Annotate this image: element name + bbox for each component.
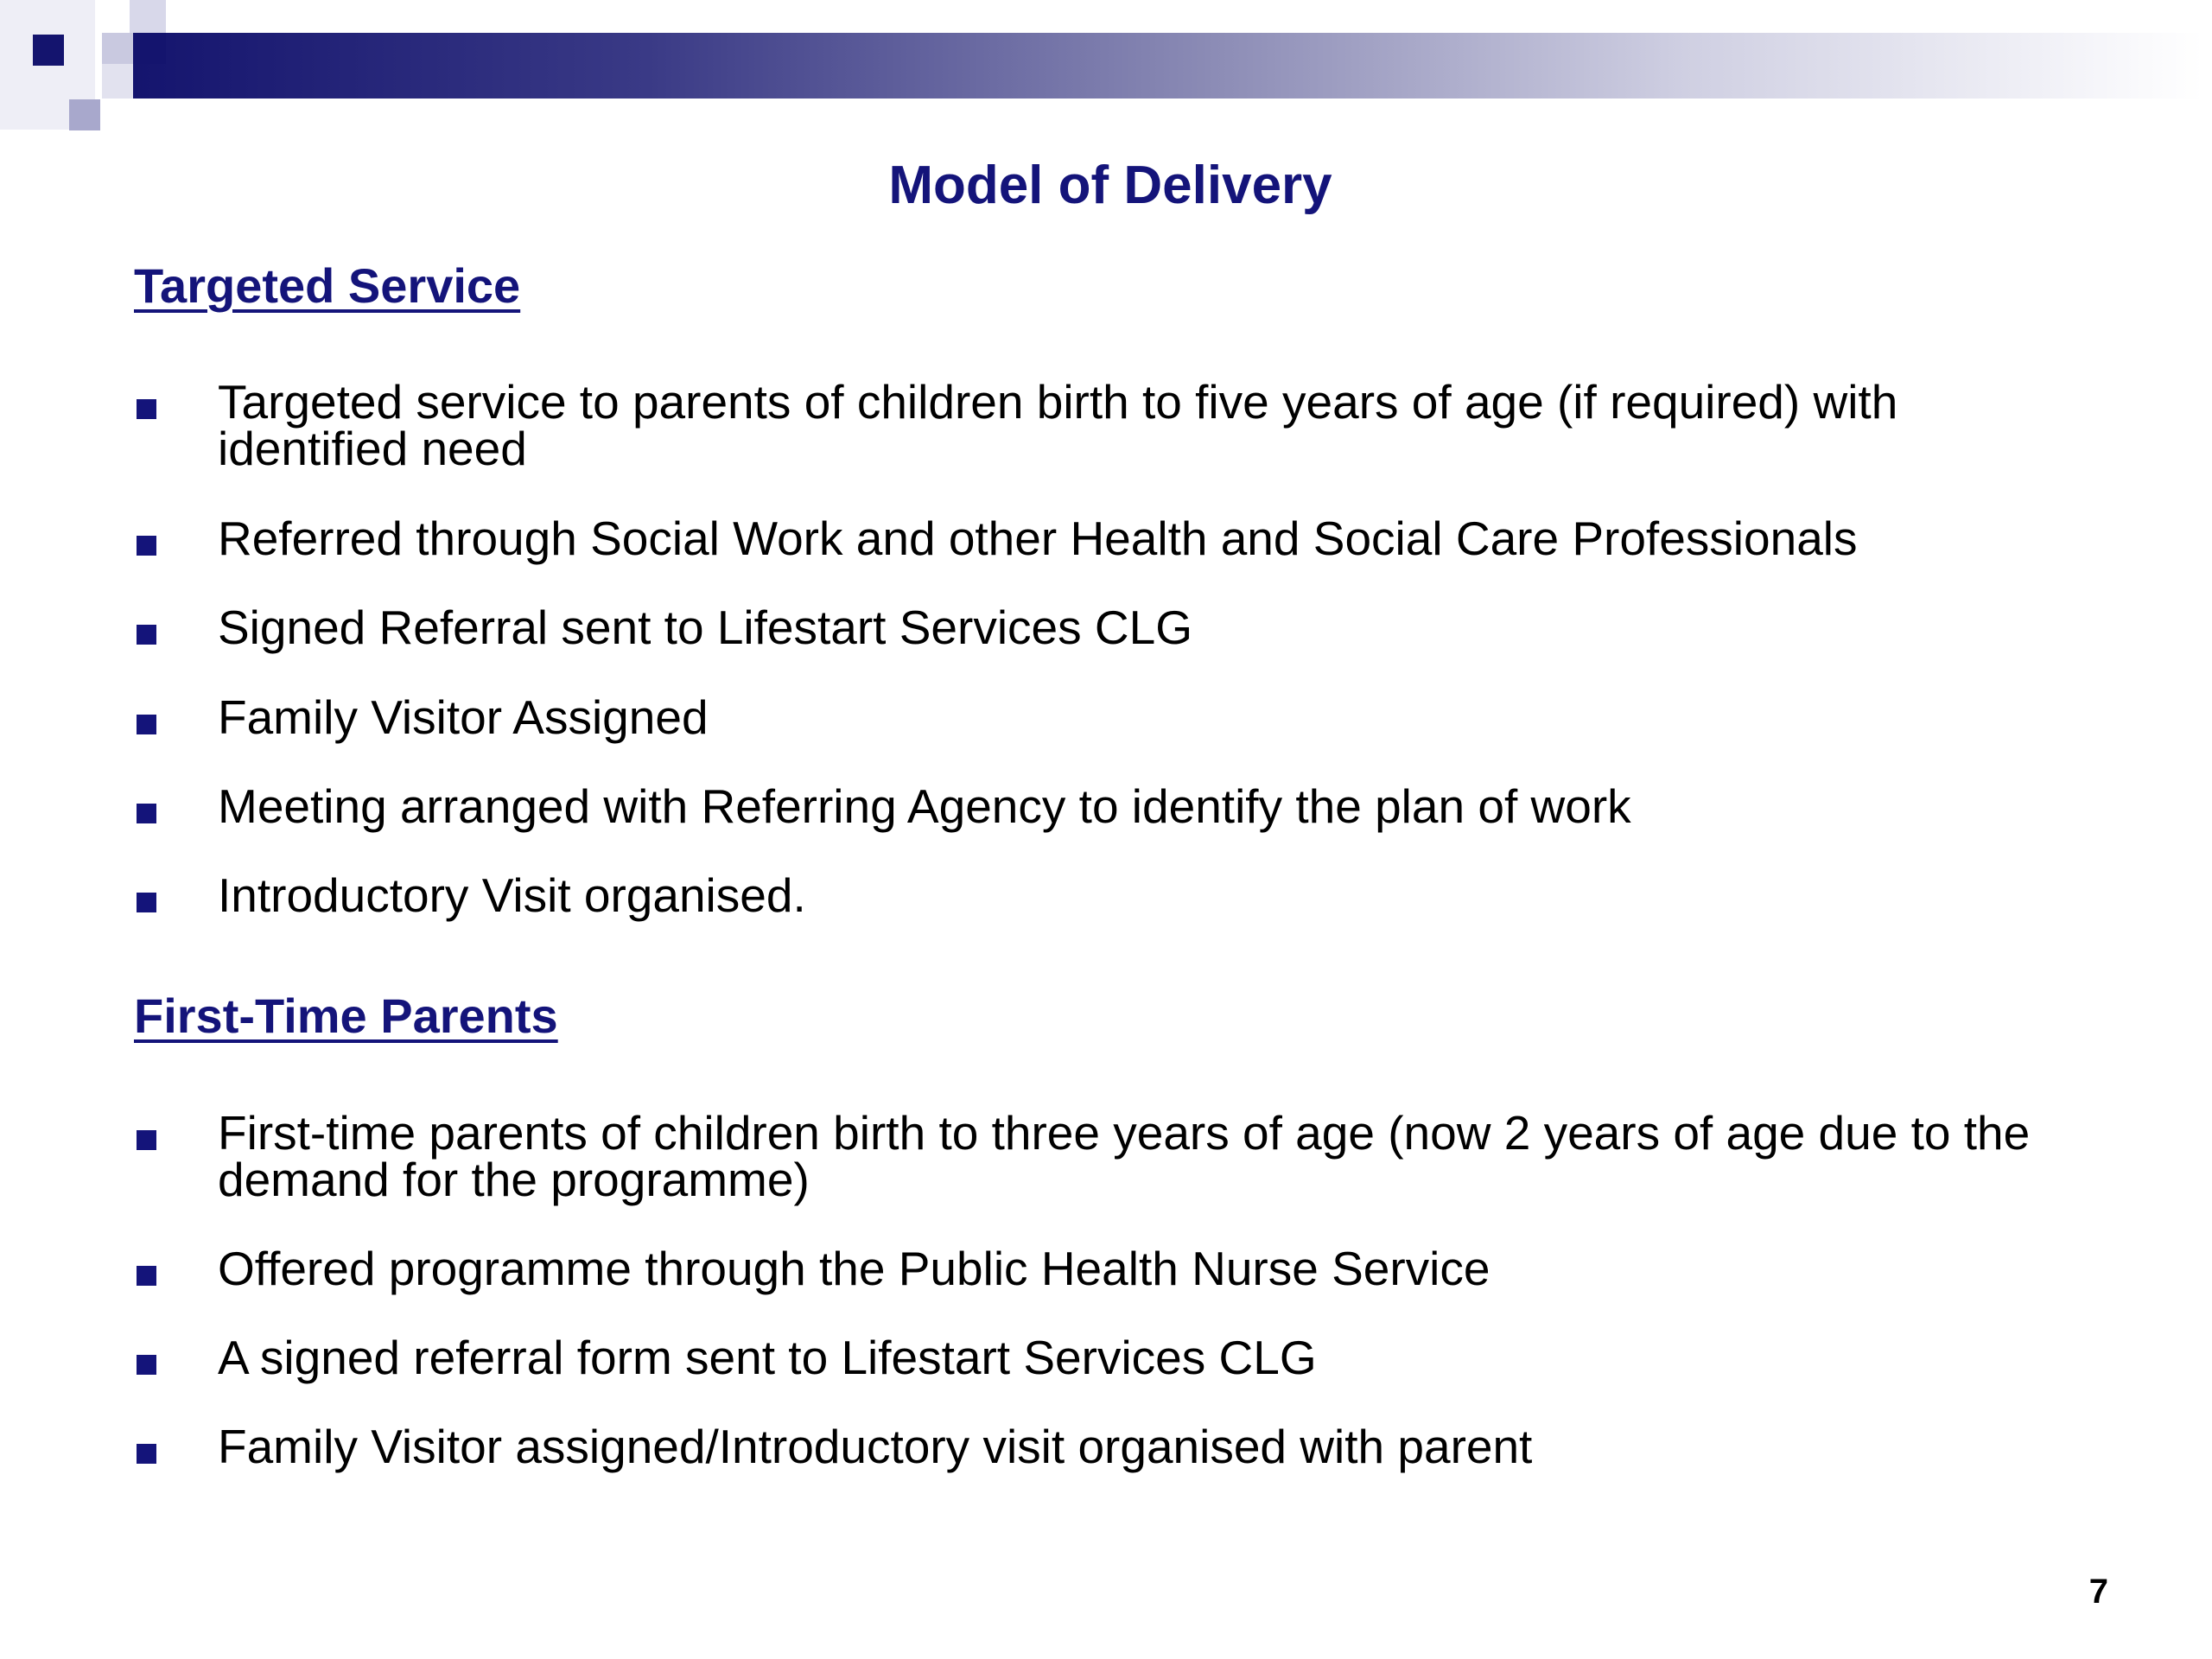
bullet-text: A signed referral form sent to Lifestart Services CLG xyxy=(218,1331,1317,1384)
bullet-text: Offered programme through the Public Health Nurse Service xyxy=(218,1242,1491,1295)
decorative-square xyxy=(69,99,100,130)
bullet-text: Meeting arranged with Referring Agency to identify the plan of work xyxy=(218,779,1631,833)
bullet-text: Signed Referral sent to Lifestart Services CLG xyxy=(218,601,1193,654)
header-gradient-band xyxy=(130,33,2203,99)
decorative-square xyxy=(130,0,166,33)
square-bullet-icon xyxy=(137,625,156,645)
square-bullet-icon xyxy=(137,804,156,823)
square-bullet-icon xyxy=(137,893,156,912)
square-bullet-icon xyxy=(137,399,156,419)
square-bullet-icon xyxy=(137,1355,156,1375)
bullet-text: Family Visitor Assigned xyxy=(218,690,709,744)
bullet-text: First-time parents of children birth to three years of age (now 2 years of age due to the demand for the programme) xyxy=(218,1106,2031,1206)
section-heading-targeted-service: Targeted Service xyxy=(134,258,521,313)
bullet-text: Introductory Visit organised. xyxy=(218,868,806,922)
bullet-text: Targeted service to parents of children birth to five years of age (if required) with identified need xyxy=(218,375,1898,475)
square-bullet-icon xyxy=(137,1130,156,1150)
bullet-text: Referred through Social Work and other Health and Social Care Professionals xyxy=(218,512,1858,565)
square-bullet-icon xyxy=(137,536,156,556)
section-heading-first-time-parents: First-Time Parents xyxy=(134,988,558,1043)
decorative-square xyxy=(133,33,166,64)
square-bullet-icon xyxy=(137,1444,156,1464)
page-number: 7 xyxy=(2088,1573,2108,1611)
square-bullet-icon xyxy=(137,1266,156,1286)
decorative-square xyxy=(102,33,133,64)
decorative-square xyxy=(102,64,133,99)
decorative-square xyxy=(33,35,64,66)
slide-title: Model of Delivery xyxy=(888,156,1332,215)
square-bullet-icon xyxy=(137,715,156,734)
bullet-text: Family Visitor assigned/Introductory visit organised with parent xyxy=(218,1420,1533,1473)
